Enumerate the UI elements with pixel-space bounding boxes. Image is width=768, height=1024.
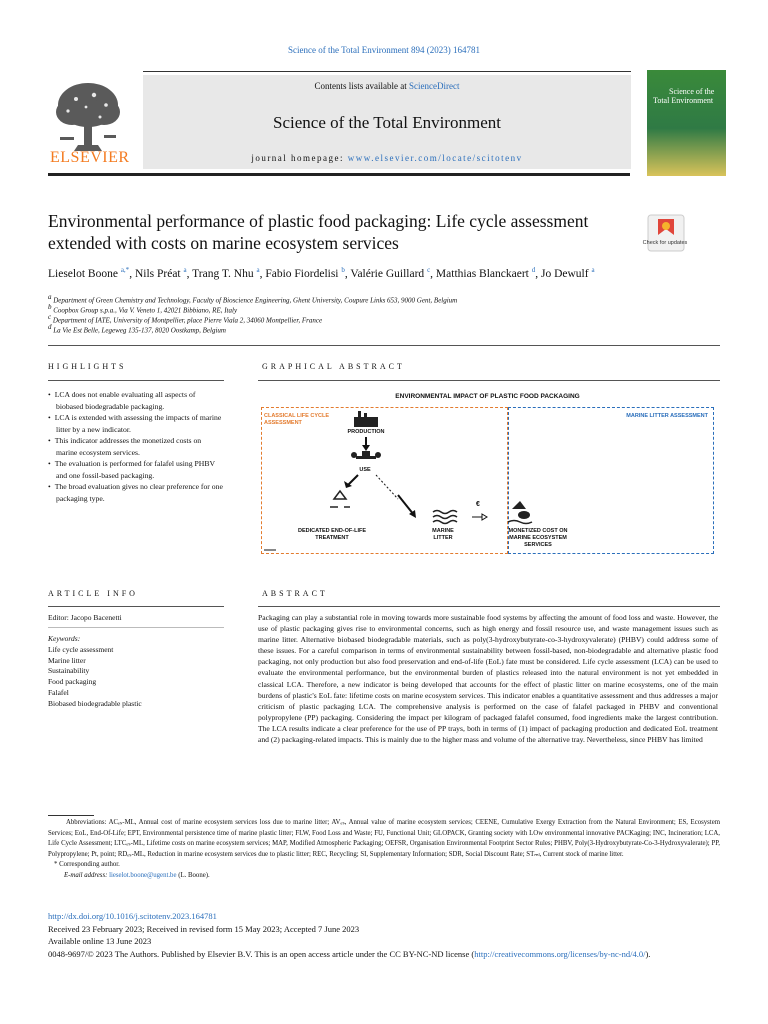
- journal-reference-link[interactable]: Science of the Total Environment 894 (2023) 164781: [288, 45, 480, 55]
- author-affiliation-marker[interactable]: d: [531, 266, 536, 274]
- email-link[interactable]: lieselot.boone@ugent.be: [109, 871, 177, 879]
- waves-icon: [433, 511, 457, 524]
- highlight-item: • The broad evaluation gives no clear preference for one packaging type.: [48, 481, 224, 504]
- abstract-text: Packaging can play a substantial role in moving towards more sustainable food systems by affecting the amount of food loss and waste. However, the use of plastic packaging gives rise to environmental concerns, such as high energy and fossil resource use, and waste management issues such as marine litter. Alternative biobased biodegradable materials, such as poly(3-hydroxybutyrate-co-3-hydroxyvalerate) (PHBV) could address some of these issues. For a careful comparison in terms of environmental sustainability between fossil-based, non-biodegradable and alternative plastic food packaging, not only production but also food preservation and end-of-life (EoL) fate must be considered. Life cycle assessment (LCA) can be used to evaluate the environmental performance, but the environmental burden of plastics released into the natural environment is not yet embedded in classical LCA. Therefore, a new indicator is being developed that accounts for the effect of plastic litter on marine ecosystems, one of the main burdens of plastic's EoL fate: lifetime costs on marine ecosystem services. This indicator enables a quantitative assessment and thus addresses a major criticism of plastic packaging LCA. The comprehensive analysis is performed on the case of falafel packaged in PHBV and conventional polypropylene (PP) packaging. Considering the impact per kilogram of packaged falafel consumed, food ingredients make the largest contribution. The LCA results indicate a clear preference for the use of PP trays, both in terms of (1) impact of packaging production and dedicated EoL treatment and (2) packaging-related impacts. This is mainly due to the higher mass and volume of the alternative tray. Nevertheless, since PHBV has limited: [258, 613, 718, 745]
- ga-left-label: CLASSICAL LIFE CYCLE ASSESSMENT: [264, 413, 329, 426]
- elsevier-wordmark: ELSEVIER: [50, 149, 130, 166]
- recycle-icon: [330, 491, 350, 507]
- check-for-updates-label: Check for updates: [642, 240, 688, 246]
- author-affiliation-marker[interactable]: a: [256, 266, 260, 274]
- keyword-item: Falafel: [48, 687, 69, 697]
- affiliation-key: c: [48, 313, 52, 321]
- affiliation-text: Coopbox Group s.p.a., Via V. Veneto 1, 42021 Bibbiano, RE, Italy: [53, 306, 238, 315]
- author-affiliation-marker[interactable]: a: [591, 266, 595, 274]
- factory-icon: [354, 411, 378, 427]
- highlights-rule: [48, 380, 224, 381]
- email-footnote: [48, 871, 720, 882]
- highlights-heading: HIGHLIGHTS: [48, 362, 127, 371]
- journal-header: [48, 71, 715, 173]
- email-suffix: (L. Boone).: [178, 871, 210, 879]
- ga-title: ENVIRONMENTAL IMPACT OF PLASTIC FOOD PACKAGING: [395, 393, 580, 400]
- affiliation-text: Department of Green Chemistry and Technology, Faculty of Bioscience Engineering, Ghent University, Coupure Links 653, 9000 Gent, Belgium: [53, 296, 458, 305]
- email-label: E-mail address:: [64, 871, 108, 879]
- highlight-item: • LCA is extended with assessing the impacts of marine litter by a new indicator.: [48, 412, 224, 435]
- keyword-item: Biobased biodegradable plastic: [48, 698, 142, 708]
- license-link[interactable]: http://creativecommons.org/licenses/by-nc-nd/4.0/: [474, 948, 646, 959]
- ga-production-label: PRODUCTION: [347, 429, 385, 435]
- footnote-rule: [48, 815, 94, 816]
- check-for-updates-icon[interactable]: [646, 213, 686, 253]
- article-info-heading: ARTICLE INFO: [48, 589, 138, 598]
- license-line: [48, 948, 728, 961]
- homepage-link[interactable]: www.elsevier.com/locate/scitotenv: [347, 153, 523, 163]
- affiliation-d: [48, 323, 728, 334]
- people-at-table-icon: [351, 451, 381, 459]
- affiliation-key: b: [48, 303, 52, 311]
- journal-homepage: [143, 153, 631, 163]
- highlight-item: • LCA does not enable evaluating all aspects of biobased biodegradable packaging.: [48, 389, 224, 412]
- section-divider: [48, 345, 720, 346]
- received-dates: Received 23 February 2023; Received in revised form 15 May 2023; Accepted 7 June 2023: [48, 923, 360, 934]
- editor-line: Editor: Jacopo Bacenetti: [48, 613, 122, 622]
- license-suffix: ).: [645, 948, 651, 959]
- available-online: Available online 13 June 2023: [48, 936, 152, 946]
- highlight-item: • The evaluation is performed for falafel using PHBV and one fossil-based packaging.: [48, 458, 224, 481]
- highlights-list: [48, 389, 224, 504]
- publication-info: [48, 910, 728, 960]
- euro-icon: €: [476, 501, 480, 508]
- abstract-rule: [258, 606, 720, 607]
- keywords-title: Keywords:: [48, 634, 81, 643]
- author-name[interactable]: Jo Dewulf: [540, 267, 589, 280]
- footnotes: [48, 818, 720, 881]
- marine-ecosystem-icon: [508, 501, 532, 524]
- ga-use-label: USE: [359, 467, 371, 473]
- sciencedirect-link[interactable]: ScienceDirect: [409, 81, 460, 91]
- keywords-list: [48, 645, 142, 709]
- ga-litter-label: MARINE LITTER: [432, 528, 454, 541]
- ga-cost-label: MONETIZED COST ON MARINE ECOSYSTEM SERVICES: [508, 528, 568, 548]
- author-name[interactable]: Matthias Blanckaert: [435, 267, 529, 280]
- corresponding-author-note: * Corresponding author.: [54, 861, 120, 868]
- affiliation-text: Department of IATE, University of Montpellier, place Pierre Viala 2, 34060 Montpellier, France: [52, 316, 323, 325]
- article-info-rule: [48, 606, 224, 607]
- author-name[interactable]: Lieselot Boone: [48, 267, 118, 280]
- cover-title-line-1: Science of the: [669, 87, 715, 96]
- keyword-item: Food packaging: [48, 677, 97, 687]
- header-bottom-rule: [48, 173, 630, 176]
- author-name[interactable]: Trang T. Nhu: [192, 267, 254, 280]
- article-info-subrule: [48, 627, 224, 628]
- author-affiliation-marker[interactable]: a,*: [120, 266, 130, 274]
- contents-line: [143, 81, 631, 91]
- keyword-item: Sustainability: [48, 666, 90, 676]
- abbreviations-footnote: Abbreviations: ACₑₛ-ML, Annual cost of marine ecosystem services loss due to marine litter; AVₑₛ, Annual value of marine ecosystem services; CEENE, Cumulative Exergy Extraction from the Natural Environment; ES, Ecosystem Services; EoL, End-Of-Life; EPT, Environmental persistence time of marine plastic litter; FLW, Food Loss and Waste; FU, Functional Unit; GLOPACK, Granting society with LOw environmental innovative PACKaging; INC, Incineration; LCA, Life Cycle Assessment; LTCₑₛ-ML, Lifetime costs on marine ecosystem services; MAP, Modified Atmospheric Packaging; OEFSR, Organisation Environmental Footprint Sector Rules; PHBV, Poly(3-Hydroxybutyrate-Co-3-Hydroxyvalerate); PP, Polypropylene; Pt, point; RDₑₛ-ML, Reduction in marine ecosystem services due to plastic litter; REC, Recycling; SI, Supplementary Information; SDR, Social Discount Rate; STₘₗ, Current stock of marine litter.: [48, 819, 720, 858]
- author-affiliation-marker[interactable]: c: [427, 266, 431, 274]
- ga-eol-label: DEDICATED END-OF-LIFE TREATMENT: [297, 528, 367, 541]
- affiliation-key: a: [48, 293, 52, 301]
- author-name[interactable]: Valérie Guillard: [350, 267, 425, 280]
- homepage-label: journal homepage:: [251, 153, 345, 163]
- author-list: Lieselot Boone $^{a,*}$, Nils Préat $^a$, Trang T. Nhu $^a$, Fabio Fiordelisi $^b$, Valérie Guillard $^c$, Matthias Blanckaert $^d$, Jo Dewulf $^a$: [48, 266, 595, 280]
- abstract-heading: ABSTRACT: [262, 589, 328, 598]
- journal-cover-thumbnail[interactable]: [647, 70, 726, 176]
- author-name[interactable]: Nils Préat: [134, 267, 181, 280]
- cover-title-line-2: Total Environment: [653, 96, 714, 105]
- graphical-abstract-figure[interactable]: [258, 389, 717, 557]
- author-affiliation-marker[interactable]: b: [341, 266, 345, 274]
- journal-title[interactable]: Science of the Total Environment: [273, 113, 501, 132]
- contents-prefix: Contents lists available at: [314, 81, 407, 91]
- keyword-item: Marine litter: [48, 655, 86, 665]
- graphical-abstract-heading: GRAPHICAL ABSTRACT: [262, 362, 405, 371]
- keyword-item: Life cycle assessment: [48, 645, 114, 654]
- license-prefix: 0048-9697/© 2023 The Authors. Published by Elsevier B.V. This is an open access article under the CC BY-NC-ND license (: [48, 948, 475, 959]
- author-affiliation-marker[interactable]: a: [183, 266, 187, 274]
- graphical-abstract-rule: [258, 380, 720, 381]
- author-name[interactable]: Fabio Fiordelisi: [265, 267, 339, 280]
- ga-right-label: MARINE LITTER ASSESSMENT: [626, 413, 708, 419]
- article-title: Environmental performance of plastic food packaging: Life cycle assessment extended with costs on marine ecosystem services: [48, 211, 589, 253]
- header-top-rule: [143, 71, 631, 72]
- affiliation-text: La Vie Est Belle, Legeweg 135-137, 8020 Oostkamp, Belgium: [53, 326, 226, 335]
- highlight-item: • This indicator addresses the monetized costs on marine ecosystem services.: [48, 435, 224, 458]
- affiliation-key: d: [48, 323, 52, 331]
- doi-link[interactable]: http://dx.doi.org/10.1016/j.scitotenv.2023.164781: [48, 911, 217, 921]
